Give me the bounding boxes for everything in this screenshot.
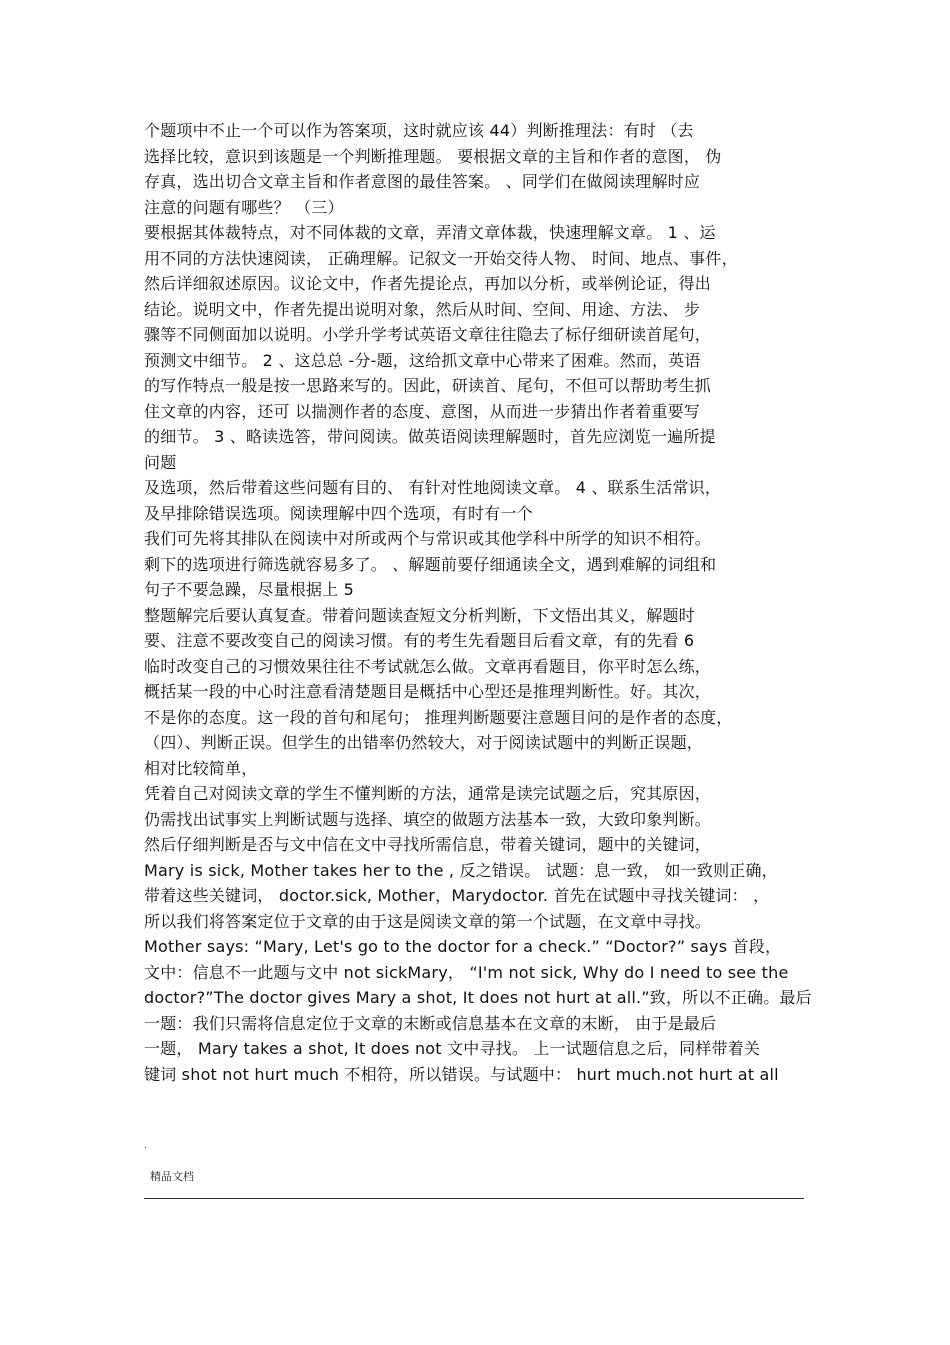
text-line: 临时改变自己的习惯效果往往不考试就怎么做。文章再看题目，你平时怎么练， bbox=[144, 656, 712, 676]
text-line: 相对比较简单， bbox=[144, 758, 258, 778]
text-line: Mary is sick, Mother takes her to the , 反之错误。 试题：息一致， 如一致则正确， bbox=[144, 860, 778, 880]
text-line: 用不同的方法快速阅读， 正确理解。记叙文一开始交待人物、 时间、地点、事件， bbox=[144, 248, 738, 268]
footer-dot: . bbox=[144, 1140, 148, 1151]
text-line: 仍需找出试事实上判断试题与选择、填空的做题方法基本一致，大致印象判断。 bbox=[144, 809, 712, 829]
text-line: 一题：我们只需将信息定位于文章的末断或信息基本在文章的末断， 由于是最后 bbox=[144, 1013, 717, 1033]
text-line: 及早排除错误选项。阅读理解中四个选项，有时有一个 bbox=[144, 503, 533, 523]
text-line: 预测文中细节。 2 、这总总 -分-题，这给抓文章中心带来了困难。然而，英语 bbox=[144, 350, 701, 370]
text-line: 注意的问题有哪些？ （三） bbox=[144, 197, 344, 217]
text-line: 凭着自己对阅读文章的学生不懂判断的方法，通常是读完试题之后，究其原因， bbox=[144, 784, 712, 803]
text-line: 所以我们将答案定位于文章的由于这是阅读文章的第一个试题，在文章中寻找。 bbox=[144, 911, 712, 931]
text-line: 概括某一段的中心时注意看清楚题目是概括中心型还是推理判断性。好。其次， bbox=[144, 682, 712, 701]
text-line: 然后详细叙述原因。议论文中，作者先提论点，再加以分析，或举例论证，得出 bbox=[144, 274, 712, 293]
text-line: 问题 bbox=[144, 452, 177, 472]
text-line: 整题解完后要认真复查。带着问题读查短文分析判断，下文悟出其义，解题时 bbox=[144, 605, 695, 625]
text-line: 的写作特点一般是按一思路来写的。因此，研读首、尾句，不但可以帮助考生抓 bbox=[144, 376, 712, 395]
text-line: 一题， Mary takes a shot, It does not 文中寻找。 上一试题信息之后，同样带着关 bbox=[144, 1039, 761, 1058]
text-line: 要、注意不要改变自己的阅读习惯。有的考生先看题目后看文章，有的先看 6 bbox=[144, 631, 695, 650]
text-line: 个题项中不止一个可以作为答案项，这时就应该 44）判断推理法：有时 （去 bbox=[144, 121, 694, 140]
text-line: 存真，选出切合文章主旨和作者意图的最佳答案。 、同学们在做阅读理解时应 bbox=[144, 172, 701, 191]
footer-label: 精品文档 bbox=[150, 1170, 194, 1183]
text-line: 我们可先将其排队在阅读中对所或两个与常识或其他学科中所学的知识不相符。 bbox=[144, 529, 712, 548]
text-line: 文中：信息不一此题与文中 not sickMary， “I'm not sick, Why do I need to see the bbox=[144, 962, 789, 982]
text-line: 不是你的态度。这一段的首句和尾句； 推理判断题要注意题目问的是作者的态度， bbox=[144, 707, 733, 727]
text-line: 的细节。 3 、略读选答，带问阅读。做英语阅读理解题时，首先应浏览一遍所提 bbox=[144, 427, 716, 446]
text-line: 剩下的选项进行筛选就容易多了。 、解题前要仔细通读全文，遇到难解的词组和 bbox=[144, 554, 717, 574]
text-line: 住文章的内容，还可 以揣测作者的态度、意图，从而进一步猜出作者着重要写 bbox=[144, 401, 701, 421]
text-line: 句子不要急躁，尽量根据上 5 bbox=[144, 580, 355, 599]
text-line: 要根据其体裁特点，对不同体裁的文章，弄清文章体裁，快速理解文章。 1 、运 bbox=[144, 223, 716, 242]
text-line: doctor?”The doctor gives Mary a shot, It does not hurt at all.”致，所以不正确。最后 bbox=[144, 988, 812, 1007]
text-line: 及选项，然后带着这些问题有目的、 有针对性地阅读文章。 4 、联系生活常识， bbox=[144, 478, 722, 497]
text-line: 骤等不同侧面加以说明。小学升学考试英语文章往往隐去了标仔细研读首尾句， bbox=[144, 325, 712, 344]
text-line: 键词 shot not hurt much 不相符，所以错误。与试题中： hurt much.not hurt at all bbox=[144, 1064, 779, 1084]
text-line: 选择比较，意识到该题是一个判断推理题。 要根据文章的主旨和作者的意图， 伪 bbox=[144, 146, 722, 166]
document-body bbox=[144, 118, 824, 1087]
footer-divider bbox=[144, 1198, 804, 1199]
text-line: （四）、判断正误。但学生的出错率仍然较大，对于阅读试题中的判断正误题， bbox=[144, 733, 704, 752]
text-line: 然后仔细判断是否与文中信在文中寻找所需信息，带着关键词，题中的关键词， bbox=[144, 835, 712, 854]
text-line: Mother says: “Mary, Let's go to the doctor for a check.” “Doctor?” says 首段， bbox=[144, 937, 782, 956]
text-line: 结论。说明文中，作者先提出说明对象，然后从时间、空间、用途、方法、 步 bbox=[144, 299, 701, 319]
text-line: 带着这些关键词， doctor.sick, Mother，Marydoctor. 首先在试题中寻找关键词： ， bbox=[144, 886, 770, 905]
